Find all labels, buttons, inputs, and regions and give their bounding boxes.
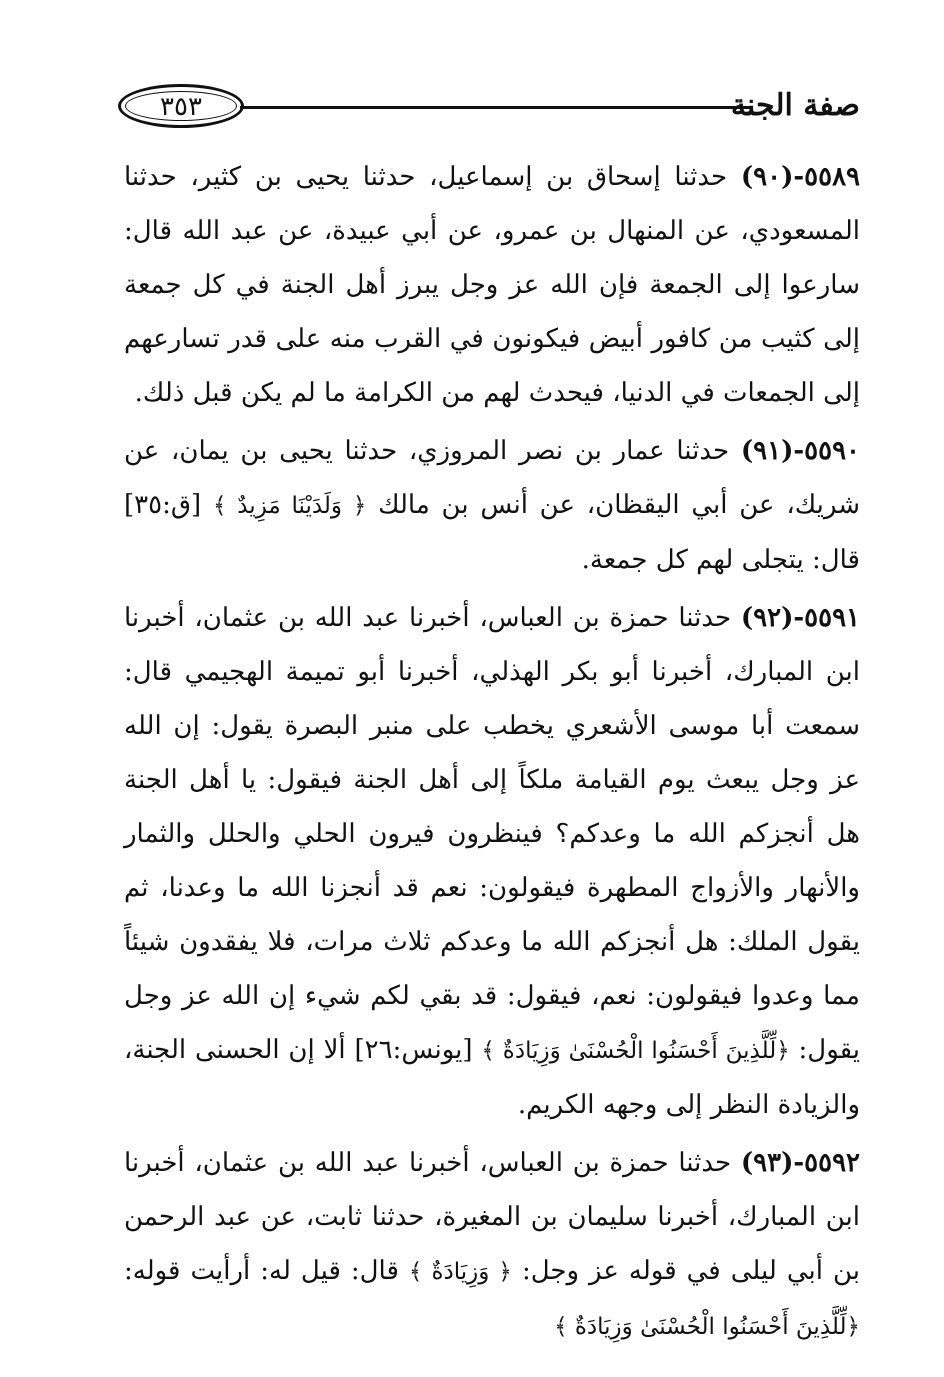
hadith-text: [يونس:٢٦] ألا إن الحسنى الجنة، والزيادة النظر إلى وجهه الكريم. [124, 1035, 860, 1120]
hadith-text: [ق:٣٥] قال: يتجلى لهم كل جمعة. [124, 490, 860, 575]
hadith-5590 [124, 424, 860, 587]
header-rule [240, 106, 750, 109]
page-content [124, 150, 860, 1358]
page-header [118, 82, 860, 134]
hadith-text: حدثنا إسحاق بن إسماعيل، حدثنا يحيى بن كثير، حدثنا المسعودي، عن المنهال بن عمرو، عن أبي عبيدة، عن عبد الله قال: سارعوا إلى الجمعة فإن الله عز وجل يبرز أهل الجنة في كل جمعة إلى كثيب من كافور أبيض فيكونون في القرب منه على قدر تسارعهم إلى الجمعات في الدنيا، فيحدث لهم من الكرامة ما لم يكن قبل ذلك. [124, 162, 860, 408]
page-number-frame [118, 84, 244, 128]
chapter-title: صفة الجنة [730, 88, 860, 123]
hadith-number: ٥٥٩١-(٩٢) [740, 603, 861, 633]
hadith-text: حدثنا حمزة بن العباس، أخبرنا عبد الله بن عثمان، أخبرنا ابن المبارك، أخبرنا سليمان بن المغيرة، حدثنا ثابت، عن عبد الرحمن بن أبي ليلى في قوله عز وجل: [124, 1148, 860, 1286]
hadith-text: حدثنا حمزة بن العباس، أخبرنا عبد الله بن عثمان، أخبرنا ابن المبارك، أخبرنا أبو بكر الهذلي، أخبرنا أبو تميمة الهجيمي قال: سمعت أبا موسى الأشعري يخطب على منبر البصرة يقول: إن الله عز وجل يبعث يوم القيامة ملكاً إلى أهل الجنة فيقول: يا أهل الجنة هل أنجزكم الله ما وعدكم؟ فينظرون فيرون الحلي والحلل والثمار والأنهار والأزواج المطهرة فيقولون: نعم قد أنجزنا الله ما وعدنا، ثم يقول الملك: هل أنجزكم الله ما وعدكم ثلاث مرات، فلا يفقدون شيئاً مما وعدوا فيقولون: نعم، فيقول: قد بقي لكم شيء إن الله عز وجل يقول: [124, 603, 861, 1065]
hadith-number: ٥٥٨٩-(٩٠) [740, 162, 861, 192]
hadith-5589 [124, 150, 860, 420]
hadith-text: قال: قيل له: أرأيت قوله: [124, 1256, 399, 1286]
hadith-5591 [124, 591, 860, 1132]
quran-quote: ﴿لِّلَّذِينَ أَحْسَنُوا الْحُسْنَىٰ وَزِيَادَةٌ ﴾ [481, 1038, 790, 1064]
hadith-5592 [124, 1136, 860, 1354]
page-number: ٣٥٣ [160, 92, 202, 122]
hadith-number: ٥٥٩٢-(٩٣) [740, 1148, 861, 1178]
quran-quote: ﴿لِّلَّذِينَ أَحْسَنُوا الْحُسْنَىٰ وَزِيَادَةٌ ﴾ [554, 1314, 860, 1340]
quran-quote: ﴿ وَزِيَادَةٌ ﴾ [408, 1259, 512, 1285]
hadith-number: ٥٥٩٠-(٩١) [740, 436, 861, 466]
hadith-text: حدثنا عمار بن نصر المروزي، حدثنا يحيى بن يمان، عن شريك، عن أبي اليقظان، عن أنس بن مالك [124, 436, 861, 520]
quran-quote: ﴿ وَلَدَيْنَا مَزِيدٌ ﴾ [212, 493, 367, 519]
